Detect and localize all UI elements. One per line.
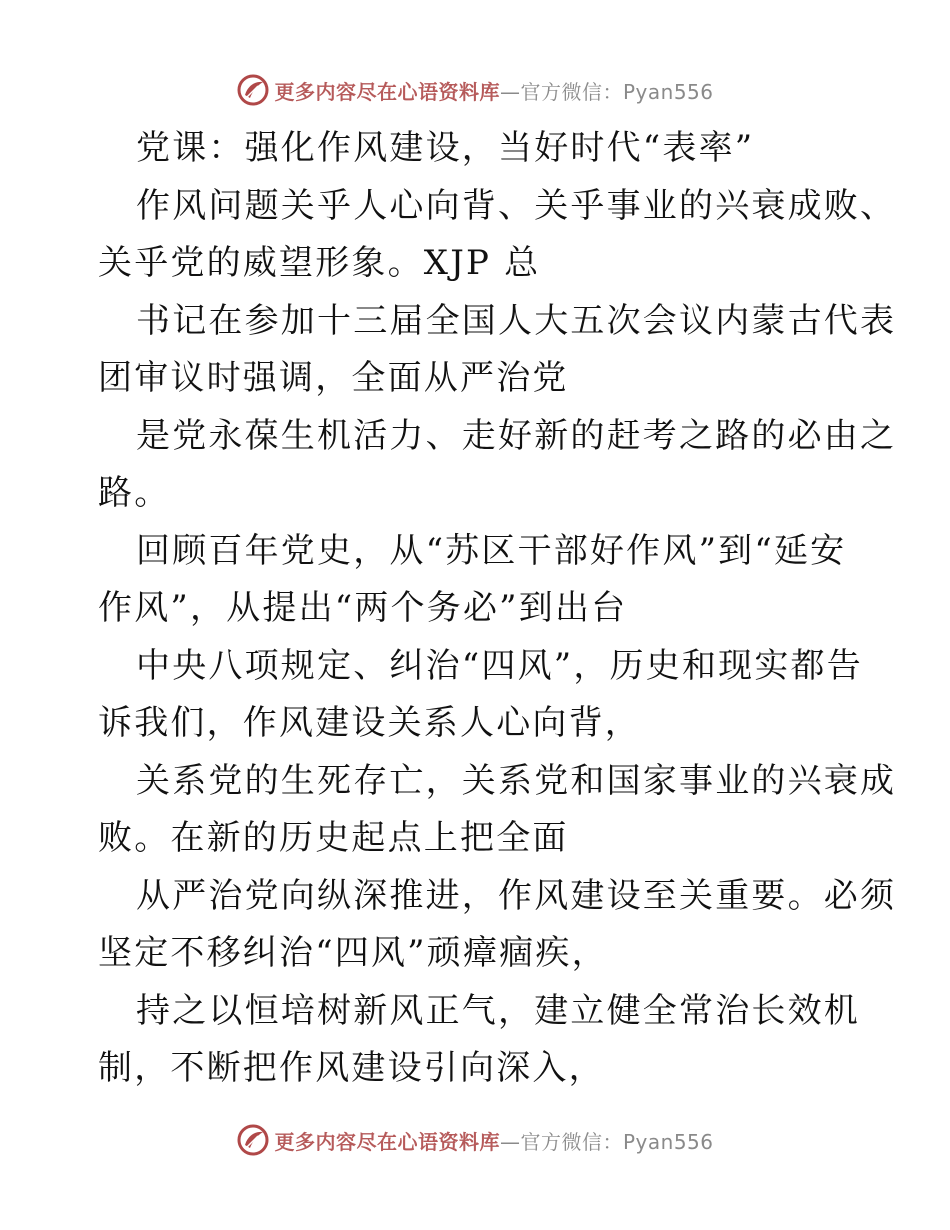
paragraph-line: 从严治党向纵深推进，作风建设至关重要。必须 bbox=[136, 875, 897, 916]
paragraph-line: 中央八项规定、纠治“四风”，历史和现实都告 bbox=[136, 645, 863, 686]
watermark-name: 更多内容尽在心语资料库 bbox=[274, 79, 500, 104]
watermark-separator: —官方微信： bbox=[499, 79, 623, 104]
watermark-text bbox=[274, 76, 713, 105]
brand-logo-icon bbox=[236, 73, 270, 107]
paragraph-line: 坚定不移纠治“四风”顽瘴痼疾， bbox=[98, 933, 608, 973]
footer-watermark bbox=[0, 1120, 950, 1160]
watermark-name: 更多内容尽在心语资料库 bbox=[274, 1129, 500, 1154]
paragraph-line: 是党永葆生机活力、走好新的赶考之路的必由之 bbox=[136, 415, 897, 456]
header-watermark bbox=[0, 70, 950, 110]
document-title: 党课：强化作风建设，当好时代“表率” bbox=[136, 128, 755, 168]
watermark-id: Pyan556 bbox=[622, 1129, 714, 1154]
document-body bbox=[98, 120, 897, 1098]
watermark-separator: —官方微信： bbox=[499, 1129, 623, 1154]
paragraph-line: 作风”，从提出“两个务必”到出台 bbox=[98, 588, 628, 628]
watermark-text bbox=[274, 1126, 713, 1155]
paragraph-line: 作风问题关乎人心向背、关乎事业的兴衰成败、 bbox=[136, 185, 897, 226]
paragraph-line: 制，不断把作风建设引向深入， bbox=[98, 1048, 605, 1088]
brand-logo-icon bbox=[236, 1123, 270, 1157]
watermark-id: Pyan556 bbox=[622, 79, 714, 104]
paragraph-line: 路。 bbox=[98, 473, 171, 513]
paragraph-line: 回顾百年党史，从“苏区干部好作风”到“延安 bbox=[136, 530, 847, 571]
paragraph-line: 书记在参加十三届全国人大五次会议内蒙古代表 bbox=[136, 300, 897, 341]
paragraph-line: 关乎党的威望形象。XJP 总 bbox=[98, 243, 541, 283]
paragraph-line: 诉我们，作风建设关系人心向背， bbox=[98, 703, 641, 743]
paragraph-line: 败。在新的历史起点上把全面 bbox=[98, 818, 569, 858]
paragraph-line: 持之以恒培树新风正气，建立健全常治长效机 bbox=[136, 990, 860, 1031]
paragraph-line: 关系党的生死存亡，关系党和国家事业的兴衰成 bbox=[136, 760, 897, 801]
paragraph-line: 团审议时强调，全面从严治党 bbox=[98, 358, 569, 398]
